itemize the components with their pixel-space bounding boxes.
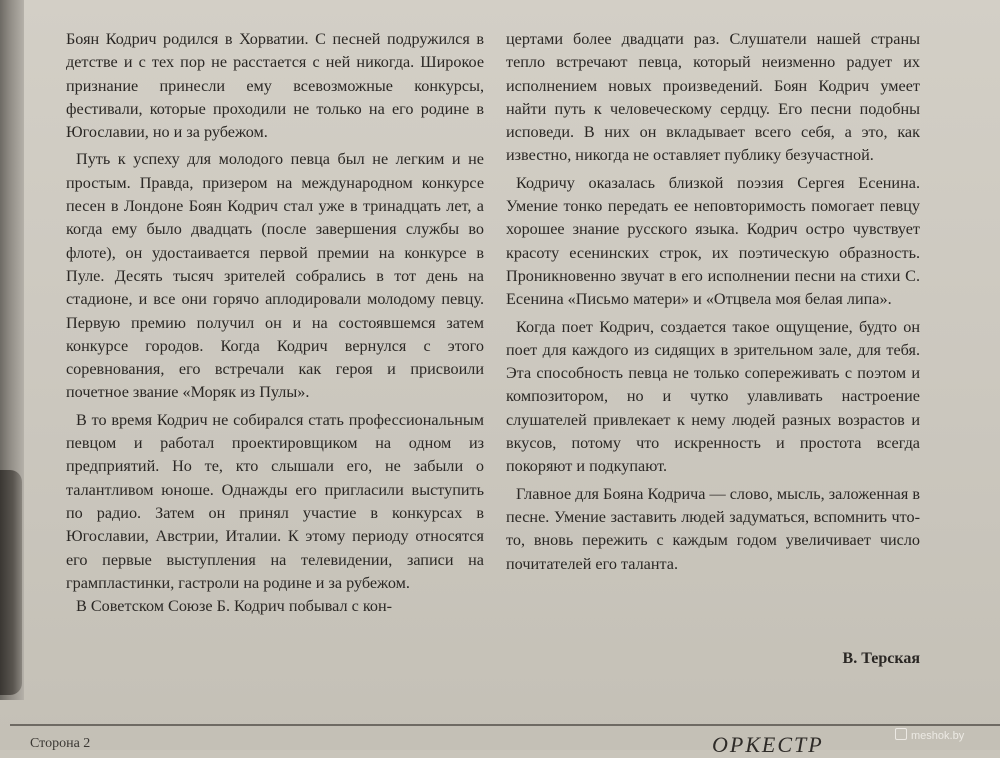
article-left-column — [66, 28, 484, 618]
paragraph: Когда поет Кодрич, создается такое ощущение, будто он поет для каждого из сидящих в зрительном зале, для тебя. Эта способность певца не только сопереживать с поэтом и композитором, но и чутко улавливать настроение слушателей привлекает к нему людей разных возрастов и вкусов, потому что искренность и простота всегда покоряют и подкупают. — [506, 317, 920, 476]
paragraph: Кодричу оказалась близкой поэзия Сергея Есенина. Умение тонко передать ее неповторимость помогает певцу хорошее знание русского языка. Кодрич остро чувствует красоту есенинских строк, их поэтическую образность. Проникновенно звучат в его исполнении песни на стихи С. Есенина «Письмо матери» и «Отцвела моя белая липа». — [506, 173, 920, 309]
paragraph: Главное для Бояна Кодрича — слово, мысль, заложенная в песне. Умение заставить людей задуматься, вспомнить что-то, вновь пережить с каждым годом увеличивает число почитателей его таланта. — [506, 484, 920, 573]
paragraph: цертами более двадцати раз. Слушатели нашей страны тепло встречают певца, который неизменно радует их исполнением новых произведений. Боян Кодрич умеет найти путь к человеческому сердцу. Его песни подобны исповеди. В них он вкладывает всего себя, а это, как известно, никогда не оставляет публику безучастной. — [506, 30, 920, 165]
watermark — [895, 728, 964, 742]
footer-heading: ОРКЕСТР — [712, 732, 824, 757]
photo-edge-shadow — [0, 470, 22, 695]
paragraph: В то время Кодрич не собирался стать профессиональным певцом и работал проектировщиком на одном из предприятий. Но те, кто слышали его, не забыли о талантливом юноше. Однажды его пригласили выступить по радио. Затем он принял участие в конкурсах в Югославии, Австрии, Италии. К этому периоду относятся его первые выступления на телевидении, записи на грампластинки, гастроли на родине и за рубежом. — [66, 410, 484, 592]
paragraph: Путь к успеху для молодого певца был не легким и не простым. Правда, призером на международном конкурсе песен в Лондоне Боян Кодрич стал уже в тринадцать лет, а когда ему было двадцать (после завершения службы во флоте), он удостаивается первой премии на конкурсе в Пуле. Десять тысяч зрителей собрались в тот день на стадионе, и все они горячо аплодировали молодому певцу. Первую премию получил он и на состоявшемся затем конкурсе городов. Когда Кодрич вернулся с этого соревнования, его встречали как героя и присвоили почетное звание «Моряк из Пулы». — [66, 150, 484, 402]
paragraph: Боян Кодрич родился в Хорватии. С песней подружился в детстве и с тех пор не расстается с ней никогда. Широкое признание принесли ему всевозможные конкурсы, фестивали, которые проходили не только на его родине в Югославии, но и за рубежом. — [66, 30, 484, 142]
footer-divider — [10, 724, 1000, 726]
photo-edge — [0, 0, 24, 700]
author-signature: В. Терская — [842, 650, 920, 667]
paragraph: В Советском Союзе Б. Кодрич побывал с кон- — [76, 597, 393, 616]
watermark-icon — [895, 728, 907, 740]
footer-side-label: Сторона 2 — [30, 736, 91, 751]
article-right-column — [506, 28, 920, 576]
watermark-text: meshok.by — [911, 730, 965, 742]
